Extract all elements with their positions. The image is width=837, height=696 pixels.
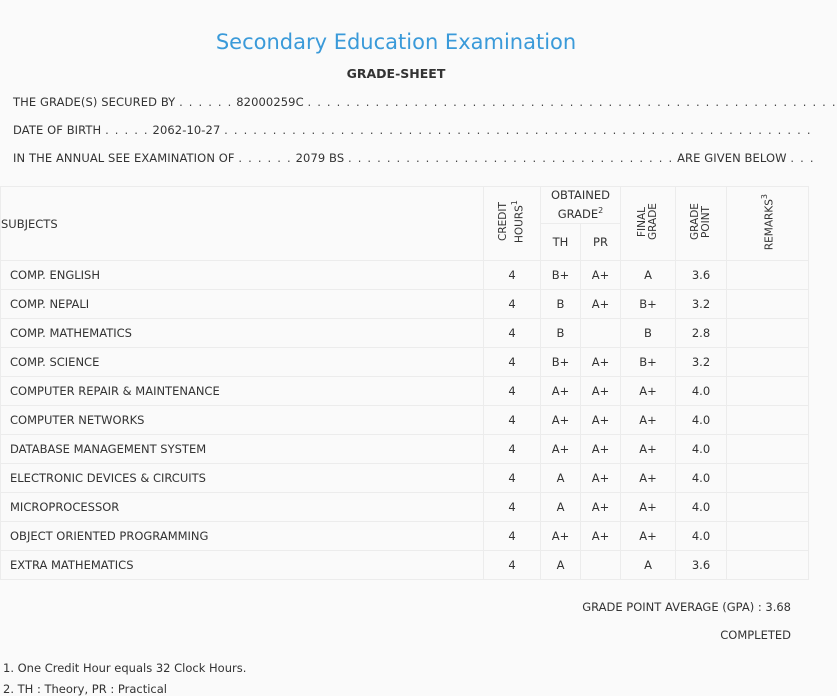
symbol-label: THE GRADE(S) SECURED BY (13, 95, 176, 109)
gpa-label: GRADE POINT AVERAGE (GPA) : (582, 600, 762, 614)
grade-point-label: GRADE POINT (689, 203, 712, 241)
final-grade-header (621, 187, 676, 261)
grade-point-cell: 3.6 (676, 551, 727, 580)
remarks-cell (727, 406, 809, 435)
grade-point-cell: 3.2 (676, 290, 727, 319)
exam-label: IN THE ANNUAL SEE EXAMINATION OF (13, 151, 235, 165)
pr-grade-cell: A+ (581, 406, 621, 435)
subject-cell: COMP. NEPALI (1, 290, 484, 319)
practical-header: PR (581, 224, 621, 261)
obtained-grade-header (541, 187, 621, 224)
final-grade-cell: A (621, 551, 676, 580)
pr-grade-cell: A+ (581, 464, 621, 493)
subject-cell: COMP. ENGLISH (1, 261, 484, 290)
subject-cell: COMPUTER NETWORKS (1, 406, 484, 435)
pr-grade-cell: A+ (581, 493, 621, 522)
remarks-cell (727, 464, 809, 493)
table-row (1, 464, 809, 493)
final-grade-cell: B (621, 319, 676, 348)
dot-leader: . . . . . . . . . . . . . . . . . . . . . . . . . . . . . . . . . . . . . . . . . . . . . . . . . . . . . . . . . . . . . (224, 123, 812, 137)
credit-cell: 4 (484, 551, 541, 580)
exam-year: 2079 BS (295, 151, 345, 165)
th-grade-cell: A (541, 551, 581, 580)
subject-cell: DATABASE MANAGEMENT SYSTEM (1, 435, 484, 464)
remarks-cell (727, 261, 809, 290)
footnote-marker: 2 (598, 206, 604, 216)
pr-grade-cell: A+ (581, 435, 621, 464)
credit-cell: 4 (484, 377, 541, 406)
th-grade-cell: A+ (541, 406, 581, 435)
dot-leader: . . . . . . (238, 151, 292, 165)
subjects-header: SUBJECTS (1, 187, 484, 261)
credit-cell: 4 (484, 348, 541, 377)
footnote-marker: 1 (510, 200, 520, 206)
pr-grade-cell: A+ (581, 348, 621, 377)
dot-leader: . . . . . (105, 123, 149, 137)
th-grade-cell: B (541, 319, 581, 348)
grade-point-cell: 2.8 (676, 319, 727, 348)
remarks-cell (727, 493, 809, 522)
credit-cell: 4 (484, 261, 541, 290)
grades-table (0, 186, 809, 580)
status-text: COMPLETED (720, 628, 791, 642)
remarks-cell (727, 551, 809, 580)
final-grade-cell: B+ (621, 348, 676, 377)
remarks-cell (727, 290, 809, 319)
subject-cell: COMP. MATHEMATICS (1, 319, 484, 348)
gpa-value: 3.68 (765, 600, 791, 614)
dot-leader: . . . . . . . . . . . . . . . . . . . . . . . . . . . . . . . . . . (347, 151, 674, 165)
footnote-1: 1. One Credit Hour equals 32 Clock Hours. (3, 661, 247, 675)
exam-suffix: ARE GIVEN BELOW (677, 151, 787, 165)
grade-point-cell: 4.0 (676, 406, 727, 435)
remarks-cell (727, 435, 809, 464)
subject-cell: OBJECT ORIENTED PROGRAMMING (1, 522, 484, 551)
table-row (1, 348, 809, 377)
remarks-label: REMARKS (763, 199, 776, 251)
credit-cell: 4 (484, 522, 541, 551)
th-grade-cell: A+ (541, 435, 581, 464)
grade-point-cell: 4.0 (676, 435, 727, 464)
final-grade-label: FINAL GRADE (636, 203, 659, 241)
grades-body (1, 261, 809, 580)
remarks-cell (727, 522, 809, 551)
table-row (1, 290, 809, 319)
dob-value: 2062-10-27 (152, 123, 221, 137)
subject-cell: MICROPROCESSOR (1, 493, 484, 522)
pr-grade-cell: A+ (581, 290, 621, 319)
grade-point-cell: 3.2 (676, 348, 727, 377)
grade-point-cell: 4.0 (676, 522, 727, 551)
final-grade-cell: A+ (621, 406, 676, 435)
remarks-cell (727, 377, 809, 406)
final-grade-cell: A+ (621, 377, 676, 406)
th-grade-cell: A (541, 493, 581, 522)
credit-cell: 4 (484, 290, 541, 319)
theory-header: TH (541, 224, 581, 261)
remarks-cell (727, 348, 809, 377)
dob-line (13, 123, 812, 137)
exam-line (13, 151, 815, 165)
remarks-cell (727, 319, 809, 348)
table-row (1, 522, 809, 551)
grade-point-cell: 4.0 (676, 493, 727, 522)
subject-cell: EXTRA MATHEMATICS (1, 551, 484, 580)
credit-cell: 4 (484, 493, 541, 522)
pr-grade-cell: A+ (581, 522, 621, 551)
table-row (1, 435, 809, 464)
symbol-line (13, 95, 837, 109)
dot-leader: . . . . . . (179, 95, 233, 109)
final-grade-cell: A+ (621, 522, 676, 551)
symbol-number: 82000259C (236, 95, 304, 109)
grade-point-cell: 3.6 (676, 261, 727, 290)
table-row (1, 551, 809, 580)
table-row (1, 406, 809, 435)
footnote-marker: 3 (760, 193, 770, 200)
obtained-grade-label: OBTAINED GRADE (550, 188, 611, 221)
grade-point-header (676, 187, 727, 261)
subject-cell: ELECTRONIC DEVICES & CIRCUITS (1, 464, 484, 493)
table-row (1, 493, 809, 522)
credit-cell: 4 (484, 319, 541, 348)
dot-leader: . . . (790, 151, 815, 165)
table-row (1, 261, 809, 290)
subject-cell: COMPUTER REPAIR & MAINTENANCE (1, 377, 484, 406)
dob-label: DATE OF BIRTH (13, 123, 102, 137)
credit-cell: 4 (484, 464, 541, 493)
pr-grade-cell (581, 551, 621, 580)
table-row (1, 377, 809, 406)
final-grade-cell: A+ (621, 435, 676, 464)
pr-grade-cell: A+ (581, 377, 621, 406)
gpa-summary (582, 600, 791, 614)
footnote-2: 2. TH : Theory, PR : Practical (3, 682, 167, 696)
th-grade-cell: A+ (541, 522, 581, 551)
credit-hours-label: CREDIT HOURS (497, 202, 526, 244)
credit-cell: 4 (484, 406, 541, 435)
dot-leader: . . . . . . . . . . . . . . . . . . . . . . . . . . . . . . . . . . . . . . . . . . . . . . . . . . . . . . . (307, 95, 837, 109)
th-grade-cell: B+ (541, 348, 581, 377)
th-grade-cell: A+ (541, 377, 581, 406)
subject-cell: COMP. SCIENCE (1, 348, 484, 377)
credit-hours-header (484, 187, 541, 261)
grade-point-cell: 4.0 (676, 464, 727, 493)
grade-sheet-heading: GRADE-SHEET (346, 66, 446, 81)
remarks-header (727, 187, 809, 261)
final-grade-cell: B+ (621, 290, 676, 319)
table-row (1, 319, 809, 348)
pr-grade-cell (581, 319, 621, 348)
th-grade-cell: B (541, 290, 581, 319)
final-grade-cell: A (621, 261, 676, 290)
grade-point-cell: 4.0 (676, 377, 727, 406)
pr-grade-cell: A+ (581, 261, 621, 290)
credit-cell: 4 (484, 435, 541, 464)
final-grade-cell: A+ (621, 493, 676, 522)
page-title: Secondary Education Examination (215, 30, 577, 54)
th-grade-cell: B+ (541, 261, 581, 290)
final-grade-cell: A+ (621, 464, 676, 493)
th-grade-cell: A (541, 464, 581, 493)
